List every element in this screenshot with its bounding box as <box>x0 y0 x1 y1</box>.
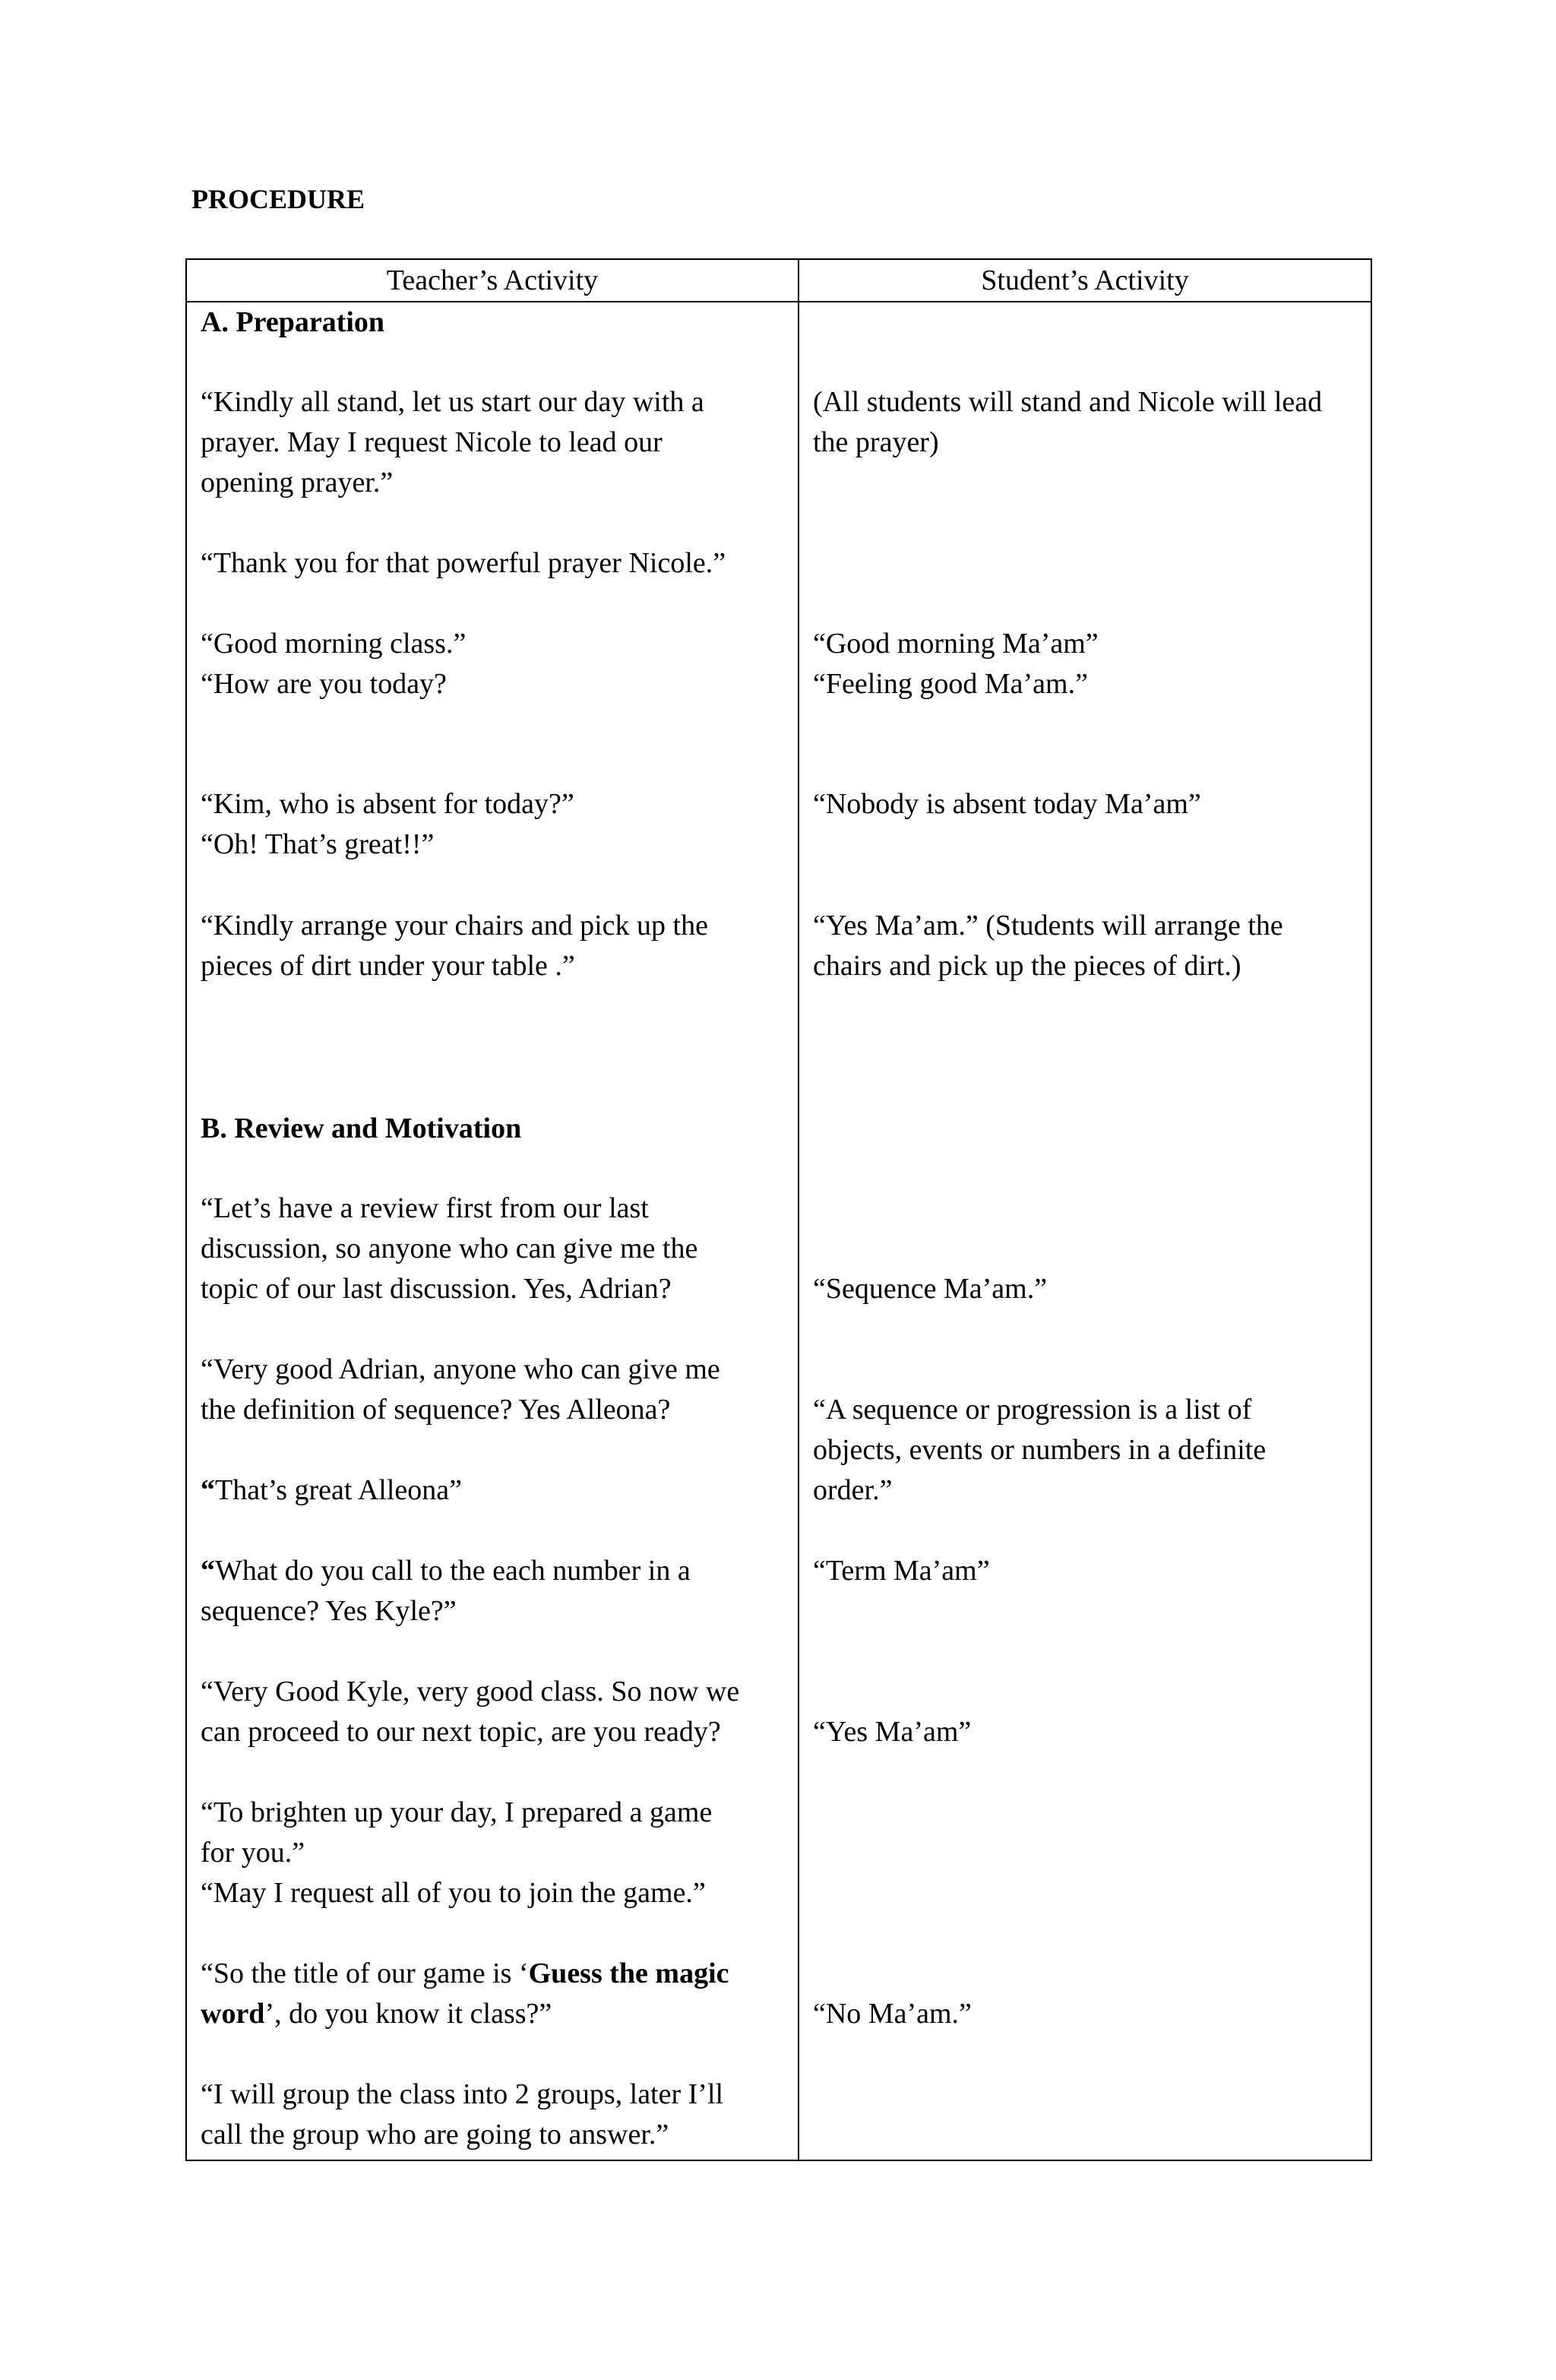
section-title-review: B. Review and Motivation <box>201 1112 522 1144</box>
teacher-line <box>201 1994 552 2034</box>
student-line: “Good morning Ma’am” <box>813 628 1099 660</box>
column-divider <box>798 260 799 2160</box>
teacher-line: for you.” <box>201 1837 305 1869</box>
teacher-line: opening prayer.” <box>201 467 394 498</box>
teacher-line: “Oh! That’s great!!” <box>201 828 435 860</box>
teacher-activity-header: Teacher’s Activity <box>386 264 599 296</box>
teacher-line: call the group who are going to answer.” <box>201 2119 669 2151</box>
teacher-line-text: What do you call to the each number in a <box>215 1555 691 1587</box>
student-line: order.” <box>813 1474 893 1506</box>
teacher-line: discussion, so anyone who can give me the <box>201 1233 698 1264</box>
student-line: objects, events or numbers in a definite <box>813 1434 1267 1466</box>
student-line: “No Ma’am.” <box>813 1998 972 2030</box>
game-title-bold: Guess the magic <box>528 1957 729 1989</box>
student-line: “Sequence Ma’am.” <box>813 1273 1048 1305</box>
procedure-table <box>185 258 1372 2161</box>
student-line: “Term Ma’am” <box>813 1555 990 1587</box>
student-line: “Feeling good Ma’am.” <box>813 668 1088 700</box>
student-line: chairs and pick up the pieces of dirt.) <box>813 950 1241 982</box>
teacher-line: “Kim, who is absent for today?” <box>201 788 574 820</box>
student-line: (All students will stand and Nicole will lead <box>813 386 1323 418</box>
teacher-line: “I will group the class into 2 groups, later I’ll <box>201 2078 724 2110</box>
page-heading: PROCEDURE <box>191 184 365 214</box>
teacher-line: “To brighten up your day, I prepared a game <box>201 1796 713 1828</box>
teacher-line: “Good morning class.” <box>201 628 466 660</box>
teacher-line: the definition of sequence? Yes Alleona? <box>201 1394 671 1426</box>
teacher-line: “Let’s have a review first from our last <box>201 1192 649 1224</box>
teacher-line: “Kindly arrange your chairs and pick up the <box>201 910 708 942</box>
teacher-line <box>201 1551 691 1591</box>
teacher-line: “How are you today? <box>201 668 447 700</box>
student-line: the prayer) <box>813 426 939 458</box>
teacher-line: “Kindly all stand, let us start our day with a <box>201 386 704 418</box>
game-title-bold: word <box>201 1998 265 2030</box>
student-line: “Yes Ma’am” <box>813 1716 972 1748</box>
bold-quote-mark: “ <box>201 1474 215 1506</box>
student-line: “Yes Ma’am.” (Students will arrange the <box>813 910 1283 942</box>
teacher-line: “Very good Adrian, anyone who can give me <box>201 1353 720 1385</box>
teacher-line: “Very Good Kyle, very good class. So now we <box>201 1676 740 1707</box>
teacher-line: “May I request all of you to join the game.” <box>201 1877 706 1909</box>
student-activity-header: Student’s Activity <box>981 264 1189 296</box>
teacher-line-text: “So the title of our game is ‘ <box>201 1957 529 1989</box>
teacher-line-text: That’s great Alleona” <box>215 1474 462 1506</box>
teacher-line: “Thank you for that powerful prayer Nicole.” <box>201 547 726 579</box>
teacher-line: topic of our last discussion. Yes, Adrian? <box>201 1273 672 1305</box>
teacher-line: sequence? Yes Kyle?” <box>201 1595 457 1627</box>
teacher-line <box>201 1470 462 1511</box>
student-line: “A sequence or progression is a list of <box>813 1394 1252 1426</box>
teacher-line-text: ’, do you know it class?” <box>264 1998 552 2030</box>
teacher-line: prayer. May I request Nicole to lead our <box>201 426 663 458</box>
bold-quote-mark: “ <box>201 1555 215 1587</box>
teacher-line <box>201 1954 729 1994</box>
section-title-preparation: A. Preparation <box>201 306 385 338</box>
student-line: “Nobody is absent today Ma’am” <box>813 788 1201 820</box>
teacher-line: can proceed to our next topic, are you ready? <box>201 1716 721 1748</box>
table-header-row <box>187 260 1371 302</box>
teacher-line: pieces of dirt under your table .” <box>201 950 575 982</box>
